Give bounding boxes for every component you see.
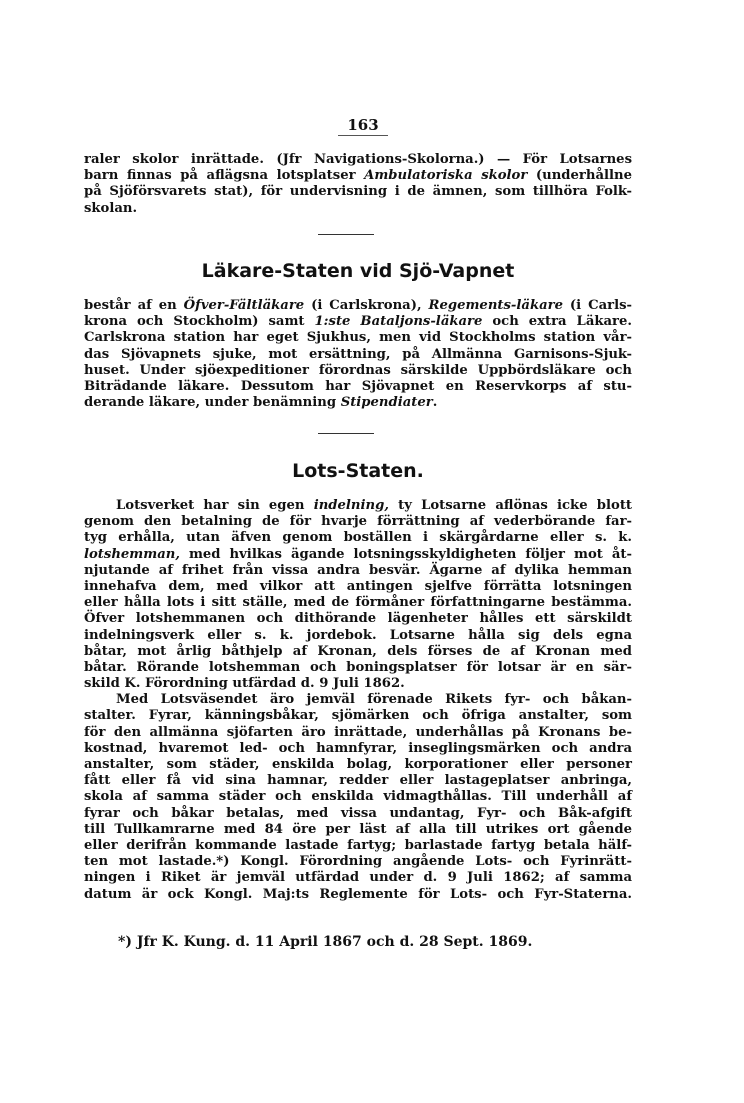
intro-paragraph [84, 152, 632, 217]
lots-p2-line-6: fått eller få vid sina hamnar, redder eller lastageplatser anbringa, [84, 773, 632, 789]
lakare-l2-a: krona och Stockholm) samt [84, 314, 315, 330]
lots-line-4 [84, 547, 632, 563]
lakare-line-3: Carlskrona station har eget Sjukhus, men vid Stockholms station vår- [84, 330, 632, 346]
footnote: *) Jfr K. Kung. d. 11 April 1867 och d. 28 Sept. 1869. [118, 934, 533, 950]
lots-line-1 [84, 498, 632, 514]
lakare-l7-a: derande läkare, under benämning [84, 395, 341, 411]
lots-line-5: njutande af frihet från vissa andra besvär. Ägarne af dylika hemman [84, 562, 632, 578]
lots-p2-line-13: datum är ock Kongl. Maj:ts Reglemente för Lots- och Fyr-Staterna. [84, 886, 632, 902]
lots-line-9: indelningsverk eller s. k. jordebok. Lotsarne hålla sig dels egna [84, 627, 632, 643]
lakare-l1-c: (i Carls- [562, 298, 633, 313]
lots-line-11: båtar. Rörande lotshemman och boningsplatser för lotsar är en sär- [84, 659, 632, 675]
lots-l4-italic: lotshemman, [84, 546, 180, 562]
lots-paragraph-1 [84, 498, 632, 903]
separator-2 [318, 433, 374, 434]
lots-l1-b: ty Lotsarne aflönas icke blott [388, 498, 632, 513]
intro-line-3: på Sjöförsvarets stat), för undervisning i de ämnen, som tillhöra Folk- [84, 184, 632, 200]
lots-p2-line-8: fyrar och båkar betalas, med vissa undantag, Fyr- och Båk-afgift [84, 805, 632, 821]
lots-p2-line-4: kostnad, hvaremot led- och hamnfyrar, inseglingsmärken och andra [84, 740, 632, 756]
section-heading-lakare: Läkare-Staten vid Sjö-Vapnet [201, 260, 515, 282]
section-heading-lots: Lots-Staten. [292, 460, 424, 482]
lots-line-7: eller hålla lots i sitt ställe, med de förmåner författningarne bestämma. [84, 595, 632, 611]
intro-line-2 [84, 168, 632, 184]
lots-p2-line-3: för den allmänna sjöfarten äro inrättade, underhållas på Kronans be- [84, 724, 632, 740]
lots-p2-line-10: eller derifrån kommande lastade fartyg; barlastade fartyg betala hälf- [84, 837, 632, 853]
lots-l4-b: med hvilkas ägande lotsningsskyldigheten följer mot åt- [179, 546, 632, 562]
intro-italic: Ambulatoriska skolor [364, 168, 528, 184]
separator-1 [318, 234, 374, 235]
lakare-line-6: Biträdande läkare. Dessutom har Sjövapnet en Reservkorps af stu- [84, 378, 632, 394]
lakare-l2-b: och extra Läkare. [482, 314, 632, 330]
lakare-l1-a: består af en [84, 298, 184, 313]
lakare-l2-italic: 1:ste Bataljons-läkare [314, 314, 483, 330]
lots-p2-line-9: till Tullkamrarne med 84 öre per läst af alla till utrikes ort gående [84, 821, 632, 837]
intro-line-2-head: barn finnas på aflägsna lotsplatser [84, 168, 365, 184]
lakare-line-1 [84, 298, 632, 314]
lakare-l1-b: (i Carlskrona), [304, 298, 429, 313]
lakare-line-2 [84, 314, 632, 330]
lakare-line-5: huset. Under sjöexpeditioner förordnas särskilde Uppbördsläkare och [84, 362, 632, 378]
lakare-l1-italic-2: Regements-läkare [428, 298, 563, 313]
lakare-line-4: das Sjövapnets sjuke, mot ersättning, på Allmänna Garnisons-Sjuk- [84, 346, 632, 362]
lakare-line-7 [84, 395, 632, 411]
lots-p2-line-1: Med Lotsväsendet äro jemväl förenade Rikets fyr- och båkan- [116, 692, 632, 708]
intro-line-1: raler skolor inrättade. (Jfr Navigations-Skolorna.) — För Lotsarnes [84, 152, 632, 167]
lots-line-6: innehafva dem, med vilkor att antingen sjelfve förrätta lotsningen [84, 578, 632, 594]
lots-line-12: skild K. Förordning utfärdad d. 9 Juli 1862. [84, 676, 405, 692]
intro-line-4: skolan. [84, 200, 138, 216]
page-number: 163 [338, 116, 388, 136]
lakare-l7-b: . [432, 395, 438, 411]
lots-line-10: båtar, mot årlig båthjelp af Kronan, dels förses de af Kronan med [84, 643, 632, 659]
lots-p2-line-5: anstalter, som städer, enskilda bolag, korporationer eller personer [84, 757, 632, 772]
lots-p2-line-12: ningen i Riket är jemväl utfärdad under d. 9 Juli 1862; af samma [84, 870, 632, 886]
lots-p2-line-11: ten mot lastade.*) Kongl. Förordning angående Lots- och Fyrinrätt- [84, 854, 632, 870]
lots-p2-line-7: skola af samma städer och enskilda vidmagthållas. Till underhåll af [84, 789, 632, 805]
lakare-paragraph [84, 298, 632, 411]
lots-line-3: tyg erhålla, utan äfven genom boställen i skärgårdarne eller s. k. [84, 530, 632, 546]
lots-line-2: genom den betalning de för hvarje förrättning af vederbörande far- [84, 514, 632, 530]
lots-l1-a: Lotsverket har sin egen [116, 498, 314, 513]
lots-l1-italic: indelning, [313, 498, 389, 513]
lots-p2-line-2: stalter. Fyrar, känningsbåkar, sjömärken och öfriga anstalter, som [84, 708, 632, 724]
lakare-l1-italic-1: Öfver-Fältläkare [183, 298, 305, 313]
intro-line-2-tail: (underhållne [527, 168, 632, 184]
lakare-l7-italic: Stipendiater [340, 395, 433, 411]
lots-line-8: Öfver lotshemmanen och dithörande lägenheter hålles ett särskildt [84, 611, 632, 627]
